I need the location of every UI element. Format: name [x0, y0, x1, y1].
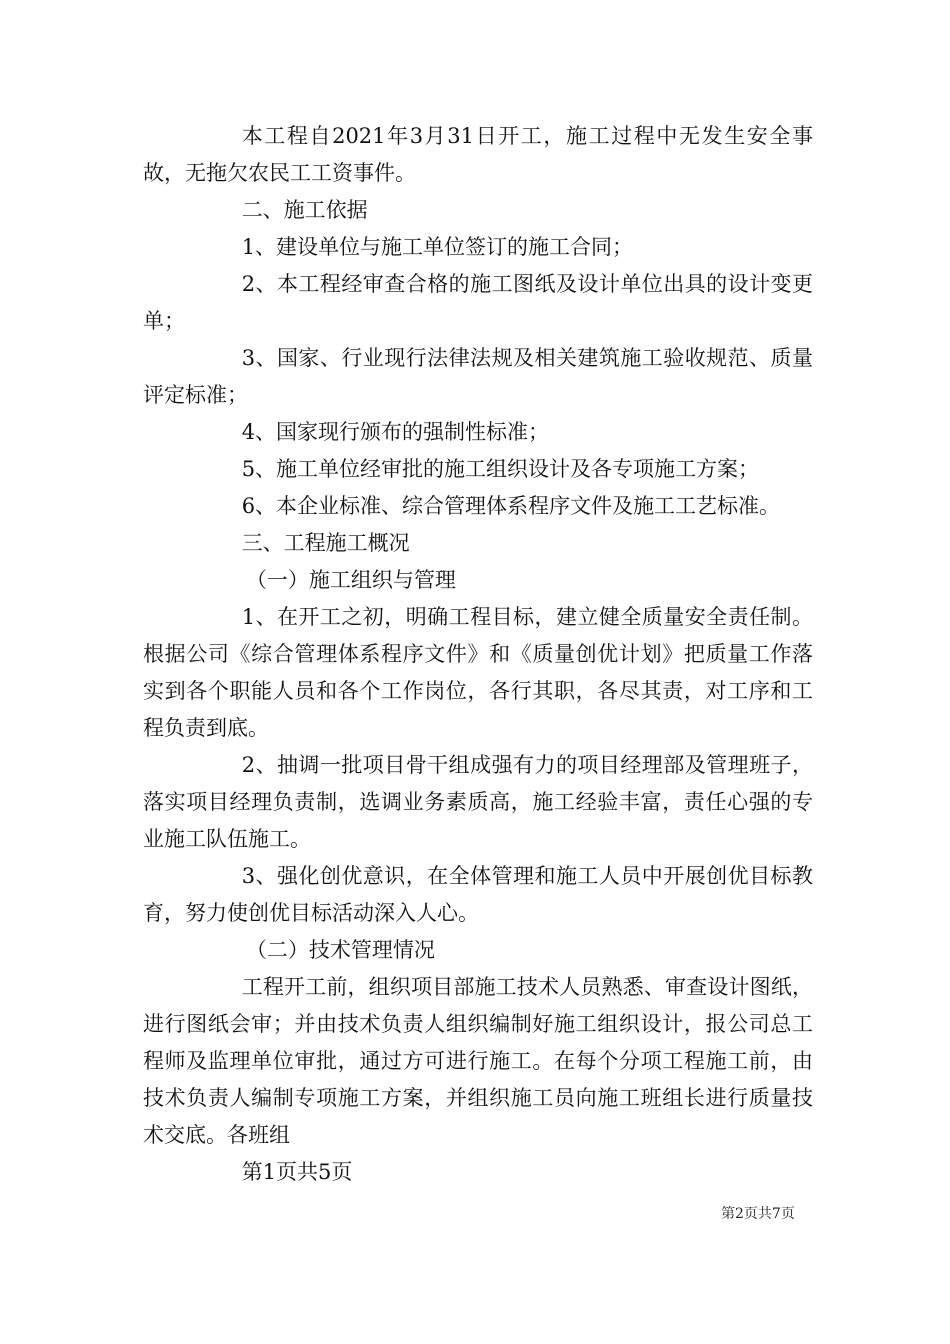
organization-item-1: 1、在开工之初，明确工程目标，建立健全质量安全责任制。根据公司《综合管理体系程序文件》和《质量创优计划》把质量工作落实到各个职能人员和各个工作岗位，各行其职，各尽其责，对工序和工程负责到底。: [143, 605, 813, 740]
subheading-organization-management: （一）施工组织与管理: [245, 568, 456, 592]
organization-item-3: 3、强化创优意识，在全体管理和施工人员中开展创优目标教育，努力使创优目标活动深入人心。: [143, 864, 813, 925]
basis-item-3: 3、国家、行业现行法律法规及相关建筑施工验收规范、质量评定标准；: [143, 346, 813, 407]
basis-item-6: 6、本企业标准、综合管理体系程序文件及施工工艺标准。: [241, 494, 781, 518]
basis-item-1: 1、建设单位与施工单位签订的施工合同；: [241, 235, 634, 259]
subheading-technical-management: （二）技术管理情况: [245, 938, 435, 962]
page-footer: 第2页共7页: [721, 1206, 795, 1222]
basis-item-4: 4、国家现行颁布的强制性标准；: [241, 420, 550, 444]
heading-construction-overview: 三、工程施工概况: [241, 531, 410, 555]
inner-page-reference: 第1页共5页: [241, 1160, 353, 1184]
paragraph-start-date: 本工程自2021年3月31日开工，施工过程中无发生安全事故，无拖欠农民工工资事件。: [143, 124, 813, 185]
basis-item-2: 2、本工程经审查合格的施工图纸及设计单位出具的设计变更单；: [143, 272, 813, 333]
document-body: [143, 118, 813, 1191]
organization-item-2: 2、抽调一批项目骨干组成强有力的项目经理部及管理班子，落实项目经理负责制，选调业务素质高，施工经验丰富，责任心强的专业施工队伍施工。: [143, 753, 813, 851]
basis-item-5: 5、施工单位经审批的施工组织设计及各专项施工方案；: [241, 457, 760, 481]
technical-management-paragraph: 工程开工前，组织项目部施工技术人员熟悉、审查设计图纸，进行图纸会审；并由技术负责人组织编制好施工组织设计，报公司总工程师及监理单位审批，通过方可进行施工。在每个分项工程施工前，由技术负责人编制专项施工方案，并组织施工员向施工班组长进行质量技术交底。各班组: [143, 975, 813, 1147]
heading-construction-basis: 二、施工依据: [241, 198, 368, 222]
